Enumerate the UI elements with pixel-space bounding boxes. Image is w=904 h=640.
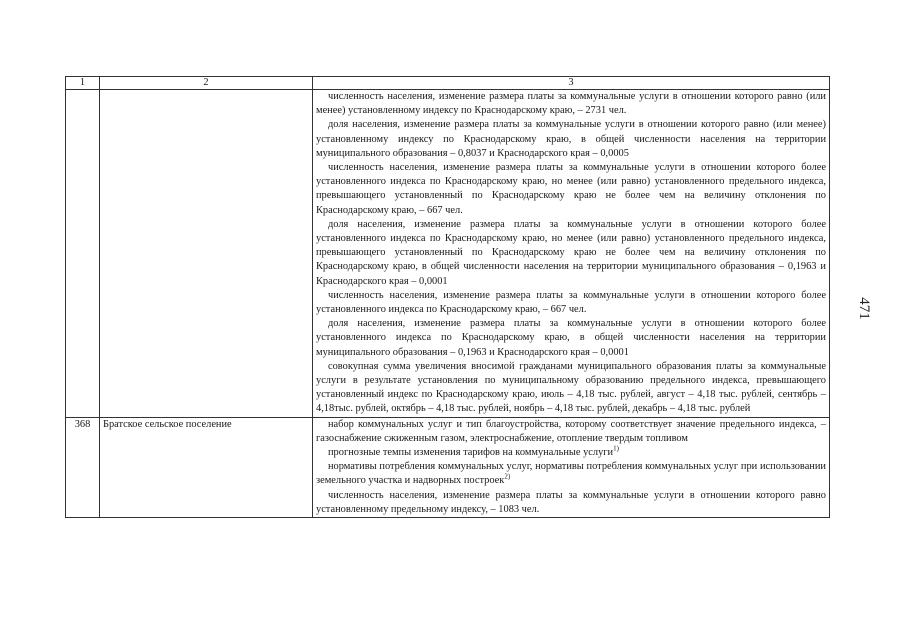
header-col-1: 1 bbox=[66, 77, 100, 90]
header-col-2: 2 bbox=[100, 77, 313, 90]
document-table bbox=[65, 76, 830, 518]
indicator-paragraph bbox=[316, 446, 826, 460]
indicator-paragraph: набор коммунальных услуг и тип благоустройства, которому соответствует значение предельного индекса, – газоснабжение сжиженным газом, электроснабжение, отопление твердым топливом bbox=[316, 418, 826, 444]
table-header-row bbox=[66, 77, 830, 90]
indicator-text: прогнозные темпы изменения тарифов на коммунальные услуги bbox=[328, 447, 614, 459]
settlement-name-cell bbox=[100, 90, 313, 418]
indicator-cell bbox=[313, 417, 830, 517]
indicator-paragraph: совокупная сумма увеличения вносимой гражданами муниципального образования платы за коммунальные услуги в результате установления по муниципальному образованию предельного индекса, превышающего установленный индекс по Краснодарскому краю, июль – 4,18 тыс. рублей, август – 4,18 тыс. рублей, сентябрь – 4,18тыс. рублей, октябрь – 4,18 тыс. рублей, ноябрь – 4,18 тыс. рублей, декабрь – 4,18 тыс. рублей bbox=[316, 360, 826, 415]
footnote-marker: 2) bbox=[504, 473, 511, 482]
header-col-3: 3 bbox=[313, 77, 830, 90]
row-number-cell bbox=[66, 90, 100, 418]
indicator-paragraph bbox=[316, 460, 826, 488]
table-row-continuation bbox=[66, 90, 830, 418]
indicator-paragraph: численность населения, изменение размера платы за коммунальные услуги в отношении которого более установленного индекса по Краснодарскому краю, но менее (или равно) установленного предельного индекса, превышающего установленный по Краснодарскому краю не более чем на величину отклонения по Краснодарскому краю, – 667 чел. bbox=[316, 162, 826, 216]
indicator-paragraph: численность населения, изменение размера платы за коммунальные услуги в отношении которого более установленного индекса по Краснодарскому краю, – 667 чел. bbox=[316, 289, 826, 316]
indicator-cell bbox=[313, 90, 830, 418]
settlement-name-cell: Братское сельское поселение bbox=[100, 417, 313, 517]
indicator-paragraph: доля населения, изменение размера платы за коммунальные услуги в отношении которого равно (или менее) установленному индексу по Краснодарскому краю, в общей численности населения на территории муниципального образования – 0,8037 и Краснодарского края – 0,0005 bbox=[316, 119, 826, 159]
page-number: 471 bbox=[855, 297, 872, 320]
indicator-paragraph: численность населения, изменение размера платы за коммунальные услуги в отношении которого равно (или менее) установленному индексу по Краснодарскому краю, – 2731 чел. bbox=[316, 91, 826, 117]
row-number-cell: 368 bbox=[66, 417, 100, 517]
table-row-368 bbox=[66, 417, 830, 517]
indicator-text: нормативы потребления коммунальных услуг, нормативы потребления коммунальных услуг при использовании земельного участка и надворных построек bbox=[316, 461, 826, 487]
footnote-marker: 1) bbox=[613, 444, 619, 453]
indicator-paragraph: доля населения, изменение размера платы за коммунальные услуги в отношении которого более установленного индекса по Краснодарскому краю, но менее (или равно) установленного предельного индекса, превышающего установленный по Краснодарскому краю не более чем на величину отклонения по Краснодарскому краю, в общей численности населения на территории муниципального образования – 0,1963 и Краснодарского края – 0,0001 bbox=[316, 218, 826, 287]
indicator-paragraph: численность населения, изменение размера платы за коммунальные услуги в отношении которого равно установленному предельному индексу, – 1083 чел. bbox=[316, 489, 826, 515]
indicator-paragraph: доля населения, изменение размера платы за коммунальные услуги в отношении которого более установленного индекса по Краснодарскому краю, в общей численности населения на территории муниципального образования – 0,1963 и Краснодарского края – 0,0001 bbox=[316, 318, 826, 358]
